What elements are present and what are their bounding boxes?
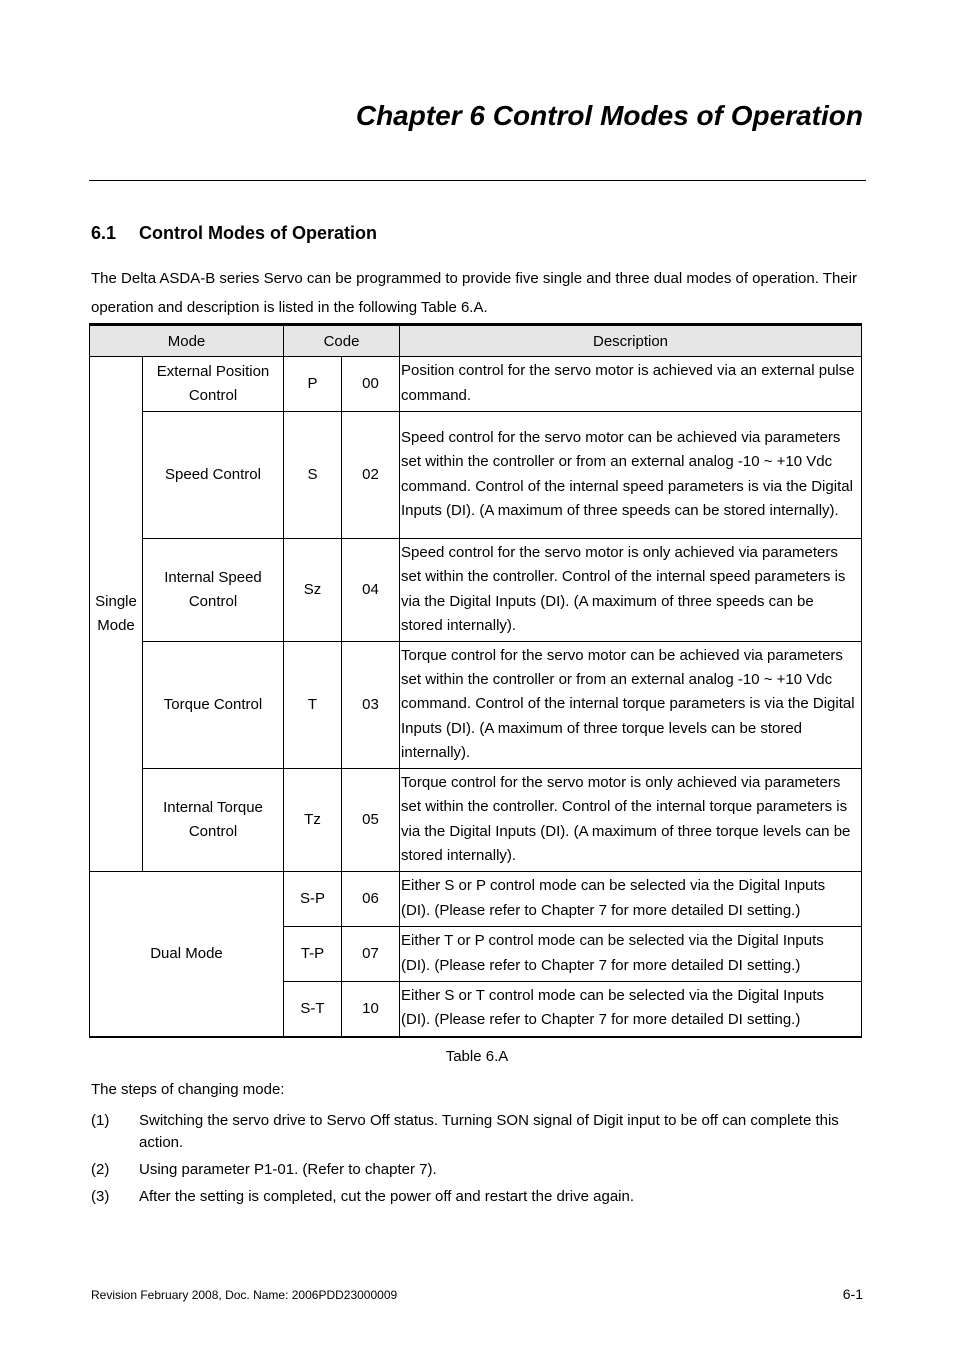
mode-code-number: 03 (342, 642, 400, 769)
table-row (90, 539, 862, 642)
mode-code-number: 04 (342, 539, 400, 642)
mode-code-number: 07 (342, 927, 400, 982)
header-code: Code (284, 325, 400, 357)
table-header-row (90, 325, 862, 357)
table-row (90, 642, 862, 769)
footer-revision: Revision February 2008, Doc. Name: 2006PDD23000009 (91, 1288, 398, 1302)
mode-description: Either T or P control mode can be selected via the Digital Inputs (DI). (Please refer to Chapter 7 for more detailed DI setting.) (400, 927, 862, 982)
header-mode: Mode (90, 325, 284, 357)
control-modes-table (89, 323, 862, 1038)
table-row (90, 769, 862, 872)
dual-mode-label: Dual Mode (90, 872, 284, 1037)
mode-description: Torque control for the servo motor is only achieved via parameters set within the controller. Control of the internal torque parameters is via the Digital Inputs (DI). (A maximum of three torque levels can be stored internally). (400, 769, 862, 872)
table-row (90, 872, 862, 927)
mode-code: T (284, 642, 342, 769)
section-number: 6.1 (91, 223, 117, 243)
mode-code-number: 05 (342, 769, 400, 872)
section-heading (91, 223, 377, 244)
mode-description: Either S or P control mode can be selected via the Digital Inputs (DI). (Please refer to Chapter 7 for more detailed DI setting.) (400, 872, 862, 927)
mode-code: S-P (284, 872, 342, 927)
table-caption: Table 6.A (445, 1048, 509, 1065)
mode-name: Speed Control (143, 412, 284, 539)
mode-description: Speed control for the servo motor is only achieved via parameters set within the controller. Control of the internal speed parameters is via the Digital Inputs (DI). (A maximum of three speeds can be stored internally). (400, 539, 862, 642)
mode-code-number: 00 (342, 357, 400, 412)
step-number: (1) (91, 1112, 110, 1129)
mode-code: P (284, 357, 342, 412)
mode-name: Internal Torque Control (143, 769, 284, 872)
mode-code-number: 06 (342, 872, 400, 927)
steps-title: The steps of changing mode: (91, 1081, 285, 1098)
step-text: Using parameter P1-01. (Refer to chapter 7). (139, 1161, 437, 1178)
mode-code: Sz (284, 539, 342, 642)
table-row (90, 357, 862, 412)
single-mode-label: Single Mode (90, 357, 143, 872)
mode-name: Internal Speed Control (143, 539, 284, 642)
mode-code: T-P (284, 927, 342, 982)
list-item (91, 1110, 866, 1154)
mode-code-number: 02 (342, 412, 400, 539)
mode-code: S (284, 412, 342, 539)
mode-code: Tz (284, 769, 342, 872)
list-item (91, 1186, 866, 1208)
mode-description: Torque control for the servo motor can be achieved via parameters set within the controller or from an external analog -10 ~ +10 Vdc command. Control of the internal torque parameters is via the Digital Inputs (DI). (A maximum of three torque levels can be stored internally). (400, 642, 862, 769)
intro-paragraph: The Delta ASDA-B series Servo can be programmed to provide five single and three dual modes of operation. Their operation and description is listed in the following Table 6.A. (91, 270, 857, 316)
mode-code-number: 10 (342, 982, 400, 1037)
mode-description: Either S or T control mode can be selected via the Digital Inputs (DI). (Please refer to Chapter 7 for more detailed DI setting.) (400, 982, 862, 1037)
chapter-title: Chapter 6 Control Modes of Operation (355, 100, 863, 131)
step-text: Switching the servo drive to Servo Off status. Turning SON signal of Digit input to be off can complete this action. (139, 1112, 839, 1151)
mode-description: Speed control for the servo motor can be achieved via parameters set within the controller or from an external analog -10 ~ +10 Vdc command. Control of the internal speed parameters is via the Digital Inputs (DI). (A maximum of three speeds can be stored internally). (400, 412, 862, 539)
step-text: After the setting is completed, cut the power off and restart the drive again. (139, 1188, 634, 1205)
mode-code: S-T (284, 982, 342, 1037)
table-row (90, 412, 862, 539)
list-item (91, 1159, 866, 1181)
step-number: (3) (91, 1188, 110, 1205)
header-description: Description (400, 325, 862, 357)
section-title: Control Modes of Operation (139, 223, 377, 243)
mode-name: Torque Control (143, 642, 284, 769)
mode-name: External Position Control (143, 357, 284, 412)
steps-list (91, 1110, 866, 1213)
page-number: 6-1 (842, 1286, 863, 1302)
title-divider (89, 180, 866, 181)
step-number: (2) (91, 1161, 110, 1178)
mode-description: Position control for the servo motor is achieved via an external pulse command. (400, 357, 862, 412)
